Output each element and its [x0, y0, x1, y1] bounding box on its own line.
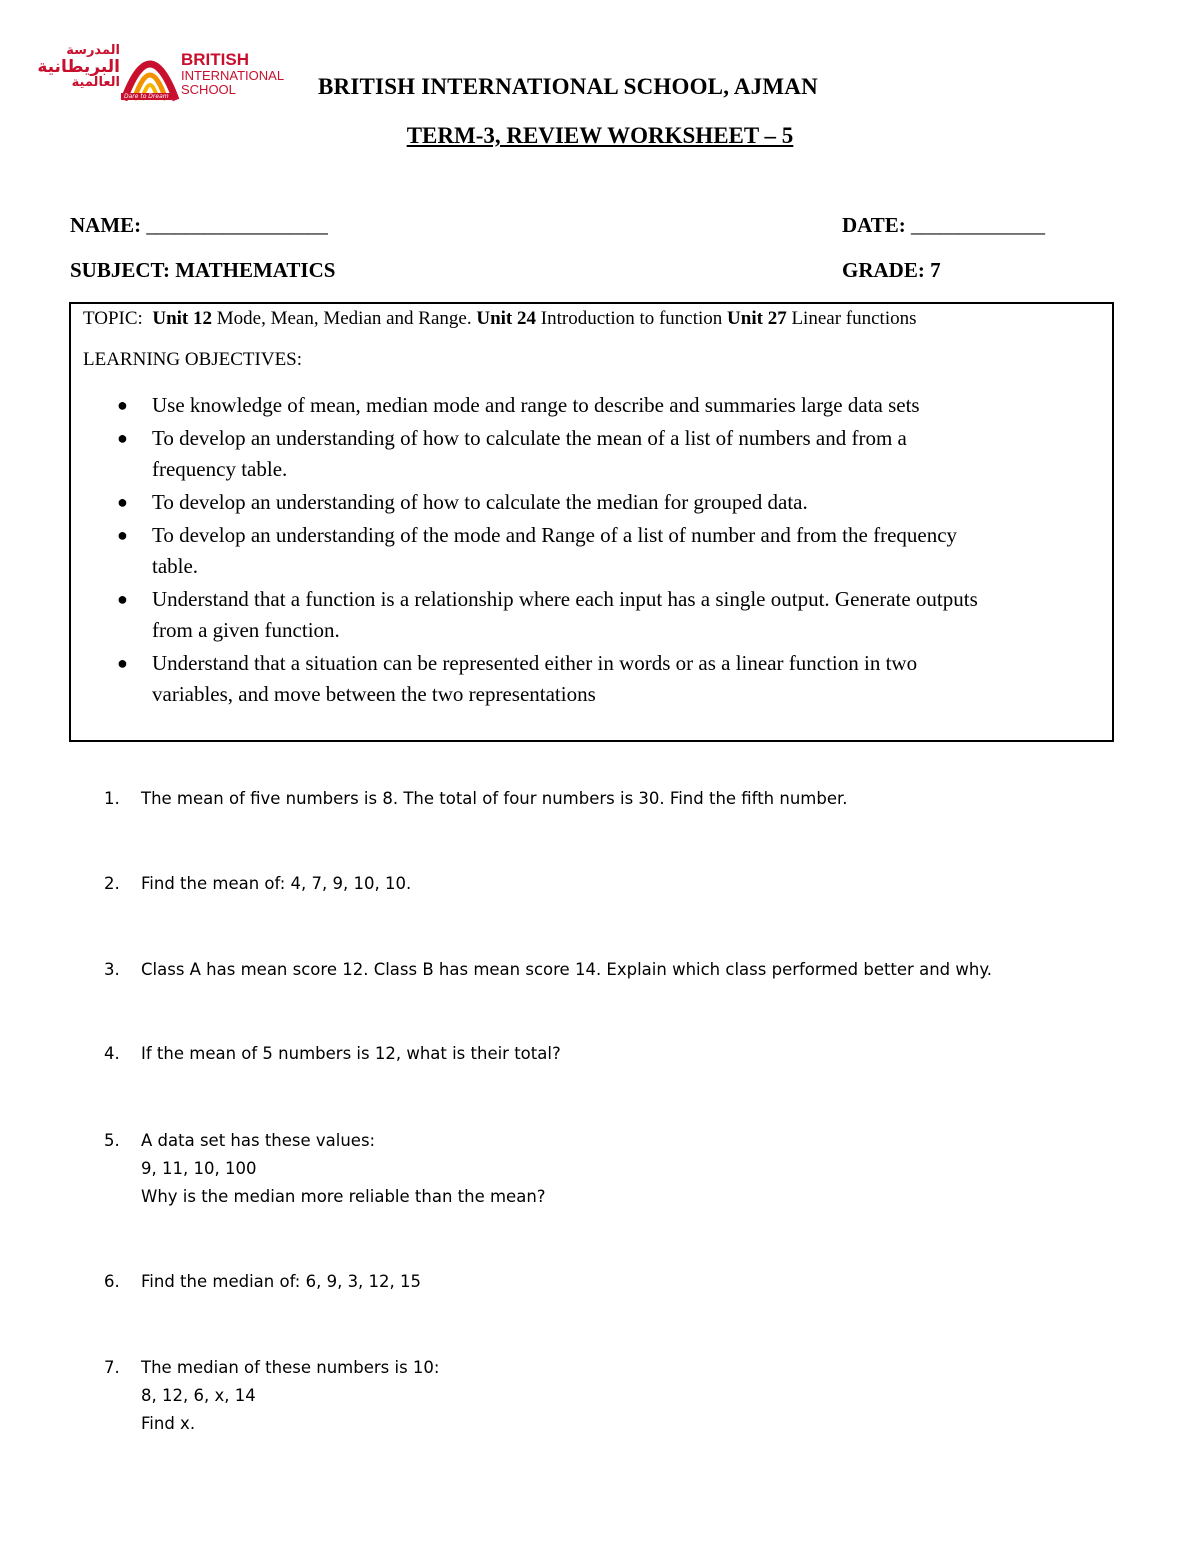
logo-school-name — [181, 51, 284, 97]
objective-line: Understand that a situation can be represented either in words or as a linear function in two — [152, 651, 918, 675]
objective-item — [116, 423, 1076, 485]
objective-line: To develop an understanding of how to calculate the median for grouped data. — [152, 490, 808, 514]
objectives-heading: LEARNING OBJECTIVES: — [83, 349, 303, 370]
date-blank-line[interactable]: ______________ — [911, 213, 1045, 237]
bullet-icon: ● — [117, 492, 128, 512]
objectives-list — [116, 390, 1076, 712]
topic-unit-12-title: Mode, Mean, Median and Range. — [216, 308, 472, 329]
question-line: 9, 11, 10, 100 — [141, 1159, 257, 1178]
bullet-icon: ● — [117, 653, 128, 673]
topic-unit-27: Unit 27 — [727, 308, 787, 329]
objective-line: frequency table. — [152, 457, 288, 481]
objective-line: To develop an understanding of how to calculate the mean of a list of numbers and from a — [152, 426, 907, 450]
question-number: 2. — [104, 874, 120, 893]
question-number: 5. — [104, 1131, 120, 1150]
topic-unit-27-title: Linear functions — [791, 308, 917, 329]
question-line: A data set has these values: — [141, 1131, 376, 1150]
topic-unit-24-title: Introduction to function — [540, 308, 723, 329]
topic-unit-12: Unit 12 — [152, 308, 212, 329]
logo-tagline: Dare to Dream — [121, 93, 172, 100]
objective-item — [116, 520, 1076, 582]
bullet-icon: ● — [117, 395, 128, 415]
question-number: 6. — [104, 1272, 120, 1291]
question-line: 8, 12, 6, x, 14 — [141, 1386, 256, 1405]
question-line: The median of these numbers is 10: — [141, 1358, 440, 1377]
question-line: If the mean of 5 numbers is 12, what is their total? — [141, 1044, 561, 1063]
objective-line: Understand that a function is a relationship where each input has a single output. Generate outputs — [152, 587, 978, 611]
objective-item — [116, 584, 1076, 646]
objective-line: variables, and move between the two representations — [152, 682, 596, 706]
bullet-icon: ● — [117, 428, 128, 448]
school-name-heading: BRITISH INTERNATIONAL SCHOOL, AJMAN — [318, 74, 818, 99]
school-logo — [28, 40, 285, 106]
question-line: Find the median of: 6, 9, 3, 12, 15 — [141, 1272, 422, 1291]
question-text — [141, 1268, 421, 1296]
question-line: Class A has mean score 12. Class B has mean score 14. Explain which class performed better and why. — [141, 960, 992, 979]
objective-line: table. — [152, 554, 199, 578]
objective-line: To develop an understanding of the mode and Range of a list of number and from the frequency — [152, 523, 958, 547]
date-field — [842, 213, 1044, 238]
bullet-icon: ● — [117, 589, 128, 609]
question-number: 1. — [104, 789, 120, 808]
question-text — [141, 1040, 561, 1068]
logo-name-line-1: BRITISH — [181, 50, 249, 69]
question-text — [141, 1127, 546, 1211]
logo-name-line-2: INTERNATIONAL — [181, 68, 285, 84]
objective-item — [116, 487, 1076, 518]
logo-name-line-3: SCHOOL — [181, 82, 236, 98]
logo-arabic-line-2: البريطانية — [37, 57, 120, 78]
topic-unit-24: Unit 24 — [476, 308, 537, 329]
logo-arabic-line-1: المدرسة — [66, 43, 120, 58]
name-blank-line[interactable]: ___________________ — [146, 213, 327, 237]
question-text — [141, 1354, 439, 1438]
question-text — [141, 870, 411, 898]
bullet-icon: ● — [117, 525, 128, 545]
name-label: NAME: — [70, 213, 142, 237]
subject-label: SUBJECT: MATHEMATICS — [70, 258, 336, 282]
logo-arabic-line-3: العالمية — [71, 75, 120, 91]
question-line: Find x. — [141, 1414, 196, 1433]
topic-label: TOPIC: — [83, 308, 143, 329]
worksheet-title — [0, 123, 1200, 149]
question-line: Find the mean of: 4, 7, 9, 10, 10. — [141, 874, 412, 893]
name-field — [70, 213, 327, 238]
question-line: The mean of five numbers is 8. The total of four numbers is 30. Find the fifth number. — [141, 789, 848, 808]
question-number: 3. — [104, 960, 120, 979]
question-text — [141, 956, 992, 984]
date-label: DATE: — [842, 213, 906, 237]
objective-item — [116, 390, 1076, 421]
question-number: 7. — [104, 1358, 120, 1377]
objective-item — [116, 648, 1076, 710]
question-text — [141, 785, 848, 813]
question-line: Why is the median more reliable than the mean? — [141, 1187, 546, 1206]
worksheet-title-text: TERM-3, REVIEW WORKSHEET – 5 — [406, 123, 794, 148]
topic-line — [83, 308, 917, 330]
grade-label: GRADE: 7 — [842, 258, 941, 282]
question-number: 4. — [104, 1044, 120, 1063]
objective-line: Use knowledge of mean, median mode and range to describe and summaries large data sets — [152, 393, 920, 417]
topic-objectives-box — [69, 302, 1114, 742]
logo-arabic-text — [28, 44, 120, 90]
objective-line: from a given function. — [152, 618, 340, 642]
